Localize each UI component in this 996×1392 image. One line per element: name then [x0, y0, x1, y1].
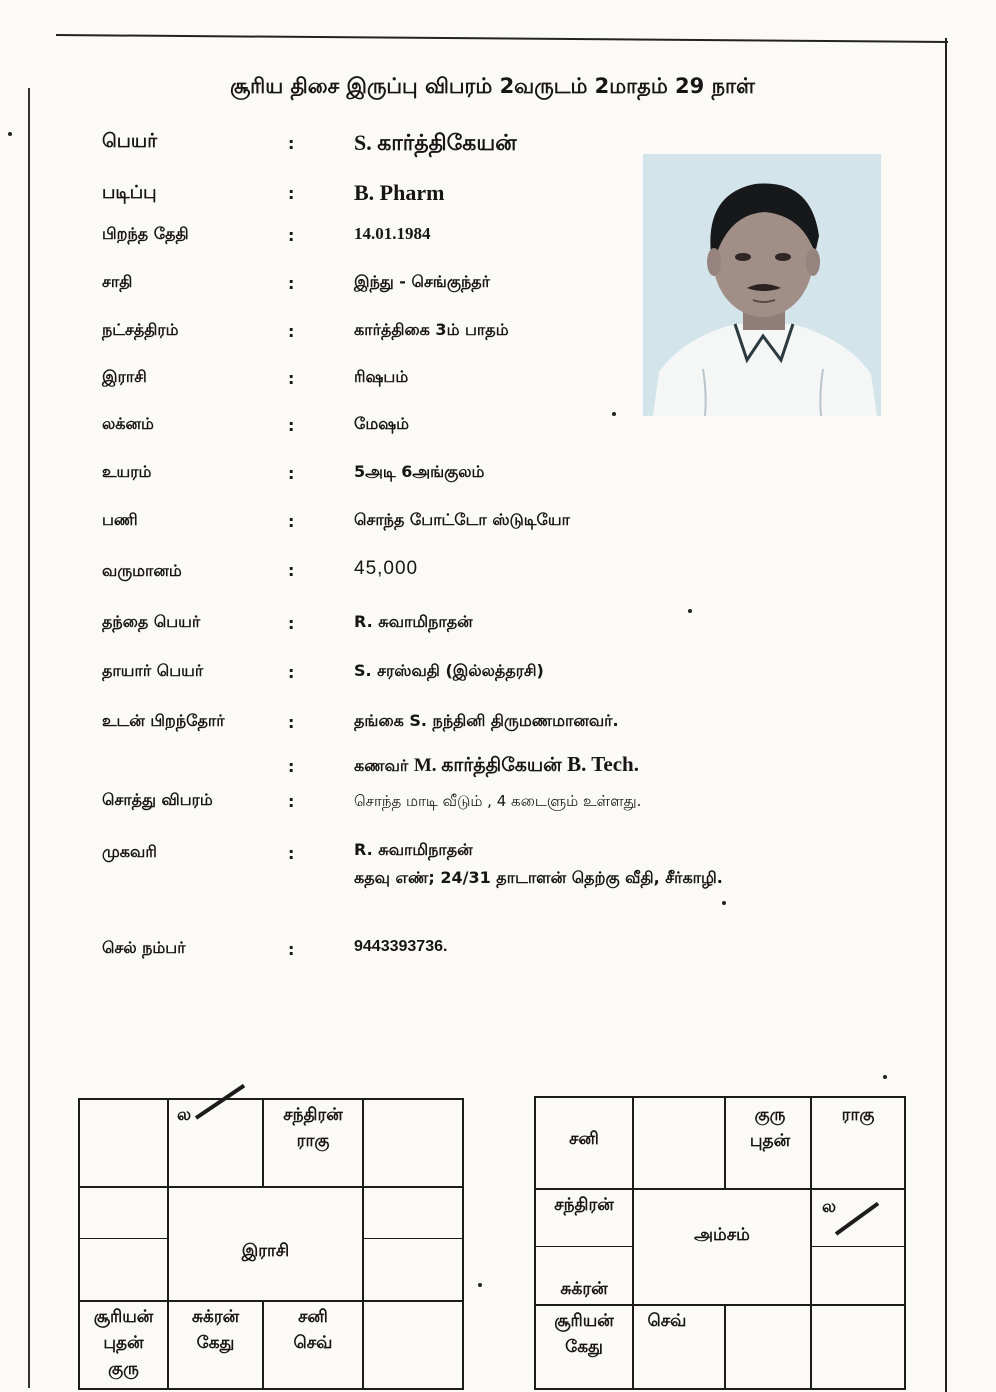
caste-label: சாதி	[102, 272, 133, 291]
speck	[612, 412, 616, 416]
phone-label: செல் நம்பர்	[102, 938, 186, 957]
amsam-house-bottom-4	[812, 1308, 904, 1388]
dob-label: பிறந்த தேதி	[102, 224, 189, 243]
address-line2: கதவு எண்; 24/31 தாடாளன் தெற்கு வீதி, சீர்காழி.	[354, 868, 723, 887]
height-label: உயரம்	[102, 462, 152, 481]
colon: :	[288, 663, 295, 682]
lagnam-label: லக்னம்	[102, 414, 154, 433]
income-value: 45,000	[354, 558, 419, 579]
amsam-center-label: அம்சம்	[694, 1225, 750, 1245]
rasi-chart	[78, 1098, 464, 1390]
grid-line	[904, 1096, 906, 1390]
height-value: 5அடி 6அங்குலம்	[354, 462, 485, 481]
phone-value: 9443393736.	[354, 938, 448, 955]
colon: :	[288, 322, 295, 341]
rasi-house-left-2	[80, 1239, 167, 1300]
lagna-mark	[195, 1084, 245, 1120]
mother-label: தாயார் பெயர்	[102, 661, 204, 680]
property-value: சொந்த மாடி வீடும் , 4 கடைளும் உள்ளது.	[354, 792, 642, 810]
speck	[883, 1075, 887, 1079]
colon: :	[288, 464, 295, 483]
colon: :	[288, 134, 295, 153]
grid-line	[534, 1304, 906, 1306]
rasi-label: இராசி	[102, 367, 147, 386]
speck	[478, 1283, 482, 1287]
amsam-house-top-1: சனி	[569, 1129, 599, 1149]
amsam-chart	[534, 1096, 906, 1390]
speck	[688, 609, 692, 613]
dob-value: 14.01.1984	[354, 224, 431, 243]
page-border-top	[56, 34, 948, 43]
amsam-house-top-3: குரு புதன்	[749, 1105, 791, 1151]
father-label: தந்தை பெயர்	[102, 612, 201, 631]
colon: :	[288, 274, 295, 293]
page-title: சூரிய திசை இருப்பு விபரம் 2வருடம் 2மாதம் 29 நாள்	[230, 74, 755, 98]
colon: :	[288, 792, 295, 811]
grid-line	[78, 1300, 464, 1302]
rasi-house-bottom-2: சுக்ரன் கேது	[191, 1307, 240, 1353]
rasi-house-top-1	[80, 1100, 167, 1186]
siblings-value: தங்கை S. நந்தினி திருமணமானவர்.	[354, 711, 619, 730]
amsam-house-right-2	[812, 1248, 904, 1304]
grid-line	[724, 1096, 726, 1190]
colon: :	[288, 512, 295, 531]
colon: :	[288, 614, 295, 633]
grid-line	[78, 1388, 464, 1390]
siblings-label: உடன் பிறந்தோர்	[102, 711, 225, 730]
name-label: பெயர்	[102, 130, 158, 152]
name-value: S. கார்த்திகேயன்	[354, 130, 517, 155]
colon: :	[288, 226, 295, 245]
husband-prefix: கணவர்	[354, 756, 409, 775]
colon: :	[288, 757, 295, 776]
colon: :	[288, 369, 295, 388]
mother-value: S. சரஸ்வதி (இல்லத்தரசி)	[354, 661, 544, 680]
education-value: B. Pharm	[354, 180, 445, 205]
star-value: கார்த்திகை 3ம் பாதம்	[354, 320, 509, 339]
amsam-house-bottom-3	[726, 1308, 810, 1388]
job-label: பணி	[102, 510, 138, 529]
caste-value: இந்து - செங்குந்தர்	[354, 272, 490, 291]
amsam-house-bottom-1: சூரியன் கேது	[554, 1311, 614, 1357]
income-label: வருமானம்	[102, 561, 182, 580]
speck	[8, 132, 12, 136]
father-value: R. சுவாமிநாதன்	[354, 612, 473, 631]
rasi-house-top-4	[364, 1100, 462, 1186]
address-line1: R. சுவாமிநாதன்	[354, 840, 473, 859]
amsam-house-top-2	[634, 1098, 724, 1188]
property-label: சொத்து விபரம்	[102, 790, 213, 809]
rasi-house-top-2: ல	[176, 1105, 192, 1125]
job-value: சொந்த போட்டோ ஸ்டுடியோ	[354, 510, 570, 529]
amsam-house-top-4: ராகு	[841, 1105, 875, 1125]
husband-name: M. கார்த்திகேயன்	[413, 755, 562, 776]
address-label: முகவரி	[102, 842, 157, 861]
colon: :	[288, 561, 295, 580]
colon: :	[288, 940, 295, 959]
page-border-right	[945, 38, 947, 1392]
rasi-house-bottom-4	[364, 1304, 462, 1388]
education-label: படிப்பு	[102, 182, 157, 203]
colon: :	[288, 844, 295, 863]
amsam-house-left-1: சந்திரன்	[554, 1195, 614, 1215]
grid-line	[534, 1246, 634, 1247]
person-photo-drawing	[643, 154, 881, 416]
grid-line	[534, 1388, 906, 1390]
amsam-house-left-2: சுக்ரன்	[560, 1279, 608, 1299]
rasi-house-bottom-1: சூரியன் புதன் குரு	[93, 1307, 154, 1379]
star-label: நட்சத்திரம்	[102, 320, 179, 339]
rasi-house-right-2	[364, 1239, 462, 1300]
grid-line	[810, 1246, 906, 1247]
speck	[722, 901, 726, 905]
rasi-house-bottom-3: சனி செவ்	[293, 1307, 333, 1353]
rasi-house-right-1	[364, 1188, 462, 1238]
amsam-house-right-1: ல	[821, 1197, 837, 1217]
husband-degree: B. Tech.	[567, 752, 639, 776]
profile-photo	[643, 154, 881, 416]
page-border-left	[28, 88, 30, 1388]
colon: :	[288, 416, 295, 435]
sibling-husband-line	[354, 752, 639, 779]
colon: :	[288, 184, 295, 203]
lagnam-value: மேஷம்	[354, 414, 410, 433]
amsam-house-bottom-2: செவ்	[647, 1311, 687, 1331]
grid-line	[534, 1188, 906, 1190]
rasi-center-label: இராசி	[241, 1241, 290, 1261]
grid-line	[462, 1098, 464, 1390]
rasi-value: ரிஷபம்	[354, 367, 409, 386]
colon: :	[288, 713, 295, 732]
rasi-house-left-1	[80, 1188, 167, 1238]
rasi-house-top-3: சந்திரன் ராகு	[283, 1105, 343, 1151]
